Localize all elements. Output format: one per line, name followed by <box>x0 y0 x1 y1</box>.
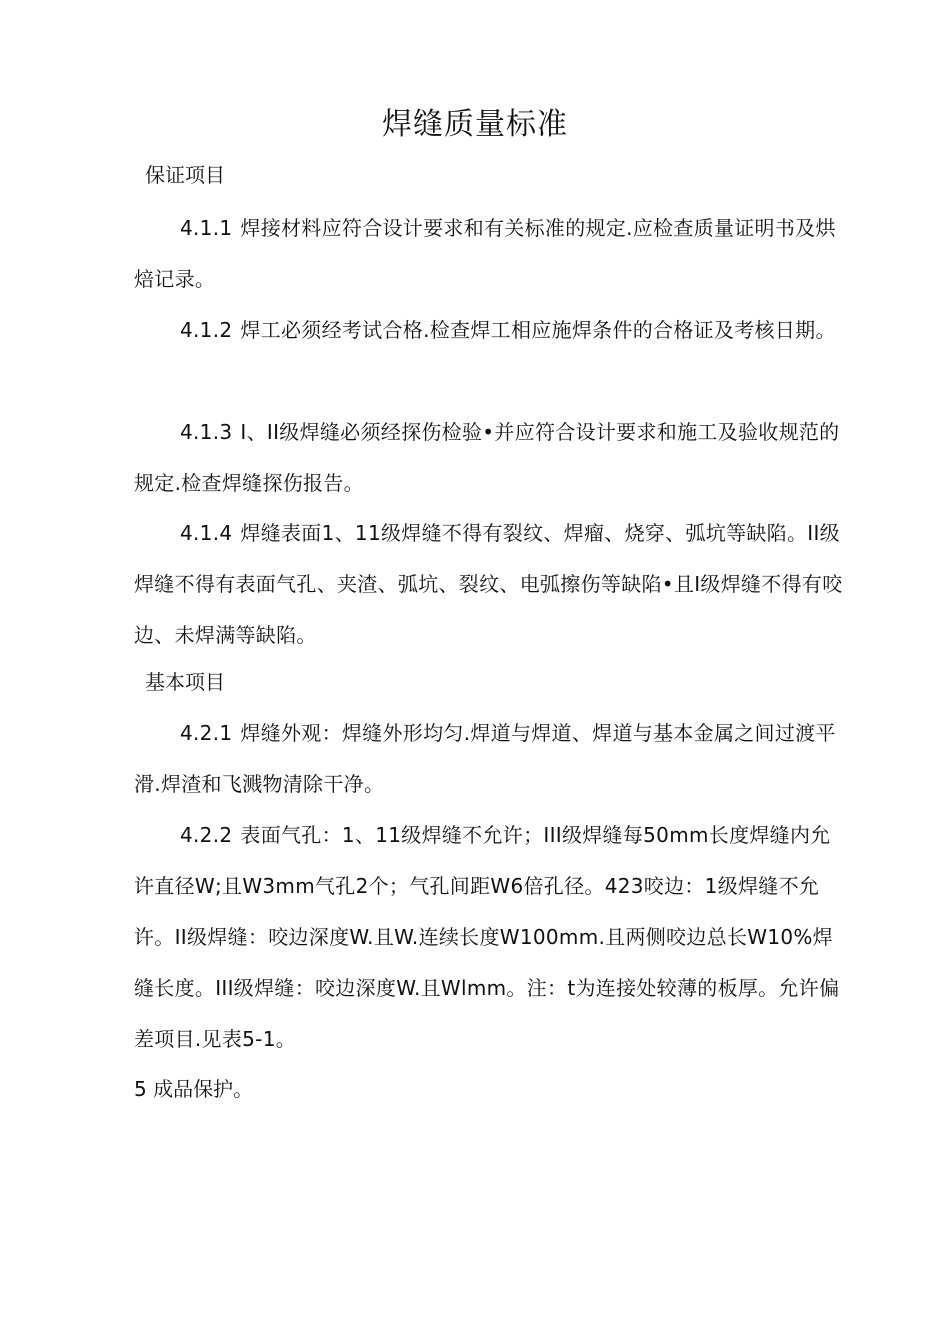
clause-text: 焊缝外观：焊缝外形均匀.焊道与焊道、焊道与基本金属之间过渡平滑.焊渣和飞溅物清除干净。 <box>134 721 836 796</box>
clause-text: 表面气孔：1、11级焊缝不允许；III级焊缝每50mm长度焊缝内允许直径W;且W3mm气孔2个；气孔间距W6倍孔径。423咬边：1级焊缝不允许。II级焊缝：咬边深度W.且W.连续长度W100mm.且两侧咬边总长W10%焊缝长度。III级焊缝：咬边深度W.且Wlmm。注：t为连接处较薄的板厚。允许偏差项目.见表5-1。 <box>134 823 840 1051</box>
clause-4-1-3 <box>134 407 846 509</box>
clause-4-1-4 <box>134 508 846 661</box>
clause-number: 4.1.1 <box>180 216 233 240</box>
clause-number: 4.1.2 <box>180 318 233 342</box>
clause-text: 焊缝表面1、11级焊缝不得有裂纹、焊瘤、烧穿、弧坑等缺陷。II级焊缝不得有表面气孔、夹渣、弧坑、裂纹、电弧擦伤等缺陷•且I级焊缝不得有咬边、未焊满等缺陷。 <box>134 521 843 647</box>
section-heading-guarantee: 保证项目 <box>145 163 225 187</box>
section-heading-basic: 基本项目 <box>145 670 225 694</box>
clause-4-1-1 <box>134 203 846 305</box>
clause-text: 焊工必须经考试合格.检查焊工相应施焊条件的合格证及考核日期。 <box>240 318 836 342</box>
clause-4-1-2 <box>134 305 846 356</box>
clause-text: I、II级焊缝必须经探伤检验•并应符合设计要求和施工及验收规范的规定.检查焊缝探伤报告。 <box>134 420 840 495</box>
clause-number: 4.1.4 <box>180 521 233 545</box>
clause-4-2-1 <box>134 708 846 810</box>
clause-4-2-2 <box>134 810 846 1065</box>
document-title: 焊缝质量标准 <box>382 107 568 142</box>
clause-number: 4.2.2 <box>180 823 233 847</box>
clause-number: 4.1.3 <box>180 420 233 444</box>
clause-number: 4.2.1 <box>180 721 233 745</box>
section-5-heading: 5 成品保护。 <box>134 1077 254 1101</box>
clause-text: 焊接材料应符合设计要求和有关标准的规定.应检查质量证明书及烘焙记录。 <box>134 216 836 291</box>
